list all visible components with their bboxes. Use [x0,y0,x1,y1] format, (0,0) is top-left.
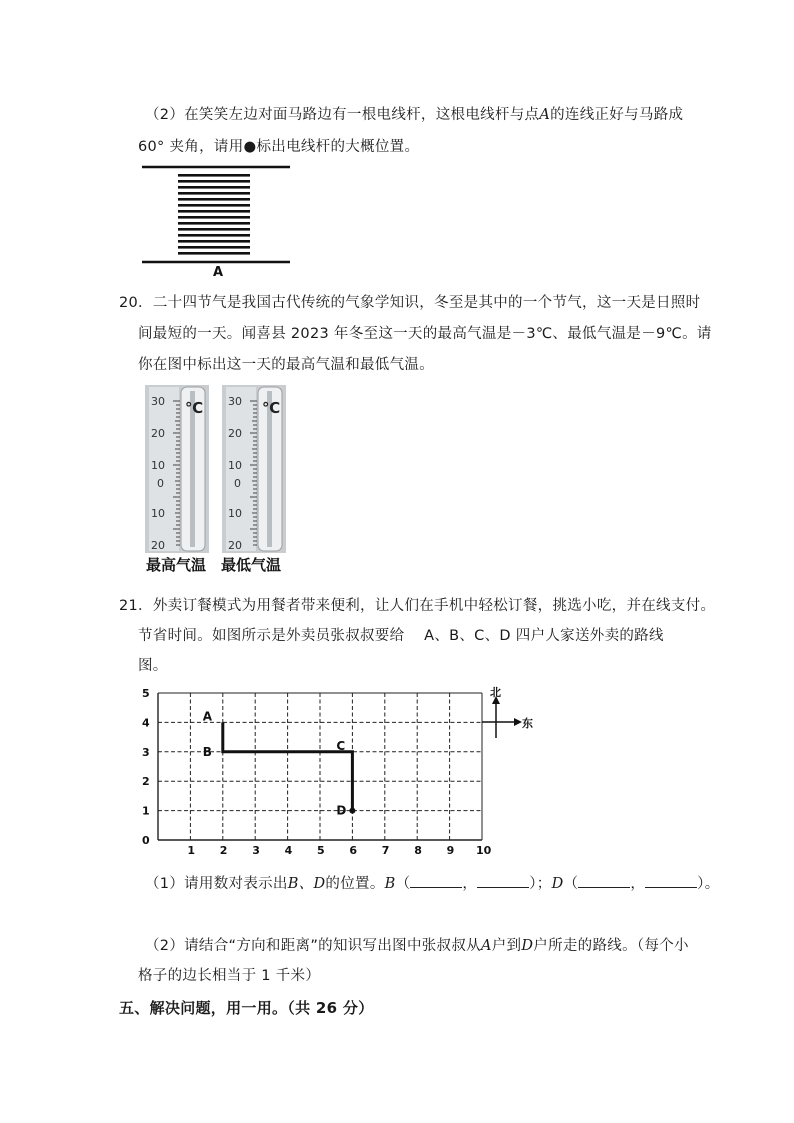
thermo-high-tick-30: 30 [151,395,165,408]
thermo-high-tick-neg20: 20 [151,539,165,552]
thermo-high-tick-0: 0 [157,477,164,490]
road-stripes [178,174,250,255]
thermo-high-tick-neg10: 10 [151,507,165,520]
x-tick-label: 8 [414,844,422,856]
comma-b: ， [462,876,478,892]
q19-2-text-c: 60° 夹角，请用 [138,139,244,155]
paren-close-d: ） [697,876,705,892]
answer-d-y-blank[interactable] [645,875,697,888]
thermo-low-tick-0: 0 [234,477,241,490]
q19-2-text-d: 标出电线杆的大概位置。 [256,139,420,155]
y-tick-label: 1 [142,804,150,818]
thermometer-low-svg [222,385,286,553]
route-points [203,709,356,817]
section-5-title: 五、解决问题，用一用。（共 26 分） [119,999,374,1017]
q21-sub1-prefix: （1）请用数对表示出 [145,876,288,892]
period: 。 [704,876,720,892]
thermo-low-unit: ℃ [262,399,281,417]
answer-d-x-blank[interactable] [578,875,630,888]
thermometer-low [222,385,286,553]
q21-line3: 图。 [138,658,168,674]
x-tick-label: 3 [252,844,260,856]
thermo-high-unit: ℃ [185,399,204,417]
x-axis-ticks [187,844,491,856]
thermo-low-tick-30: 30 [228,395,242,408]
y-axis-ticks [142,687,150,847]
thermometer-high-svg [145,385,209,553]
q19-2-line2 [138,135,419,156]
q21-sub1-b: B [384,876,396,892]
answer-b-y-blank[interactable] [477,875,529,888]
x-tick-label: 2 [219,844,228,856]
point-a-label: A [539,107,551,123]
q21-line1: 21．外卖订餐模式为用餐者带来便利，让人们在手机中轻松订餐，挑选小吃，并在线支付。 [119,598,716,614]
label-low-temp: 最低气温 [221,556,282,574]
x-tick-label: 1 [187,844,196,856]
q20-line1: 20．二十四节气是我国古代传统的气象学知识，冬至是其中的一个节气，这一天是日照时 [119,295,701,311]
q21-sub1 [145,872,720,893]
x-tick-label: 10 [476,844,492,856]
q21-sub1-vars: B、D [287,876,326,892]
q21-sub2-suffix: 户所走的路线。（每个小 [533,938,689,954]
paren-open-b: （ [395,876,411,892]
q21-sub2-prefix: （2）请结合“方向和距离”的知识写出图中张叔叔从 [145,938,481,954]
q19-2-text-b: 的连线正好与马路成 [550,107,684,123]
paren-open-d: （ [563,876,579,892]
y-tick-label: 4 [142,716,150,730]
q21-sub2-mid: 户到 [491,938,522,954]
x-tick-label: 7 [381,844,390,856]
thermo-high-tick-10: 10 [151,459,165,472]
comma-d: ， [630,876,646,892]
thermo-high-tick-20: 20 [151,427,165,440]
q21-sub1-mid: 的位置。 [325,876,385,892]
point-label-d: D [336,803,347,818]
x-tick-label: 6 [349,844,358,856]
q21-sub2-line2: 格子的边长相当于 1 千米） [138,968,321,984]
thermo-low-tick-neg20: 20 [228,539,242,552]
q20-line3: 你在图中标出这一天的最高气温和最低气温。 [138,357,434,373]
y-tick-label: 2 [142,775,150,789]
road-figure [142,160,302,280]
dot-symbol: ● [243,139,257,155]
q21-line2: 节省时间。如图所示是外卖员张叔叔要给 A、B、C、D 四户人家送外卖的路线 [138,628,664,644]
point-marker-d [349,808,355,814]
answer-b-x-blank[interactable] [410,875,462,888]
thermometer-high [145,385,209,553]
compass-north-label: 北 [490,686,501,699]
q21-sub1-d: D [551,876,564,892]
thermo-low-tick-neg10: 10 [228,507,242,520]
delivery-route-grid [136,686,556,856]
q21-sub2-a: A [480,938,492,954]
point-label-b: B [202,744,212,759]
q19-2-line1 [145,103,683,124]
paren-close-b: ） [529,876,537,892]
q20-line2: 间最短的一天。闻喜县 2023 年冬至这一天的最高气温是－3℃、最低气温是－9℃。请 [138,326,712,342]
thermo-low-tick-20: 20 [228,427,242,440]
x-tick-label: 5 [317,844,325,856]
thermo-low-tick-10: 10 [228,459,242,472]
semicolon: ； [536,876,552,892]
x-tick-label: 4 [284,844,293,856]
point-label-c: C [336,738,346,753]
x-tick-label: 9 [446,844,455,856]
road-point-a: A [213,265,224,280]
y-tick-label: 3 [142,745,150,759]
label-high-temp: 最高气温 [146,556,207,574]
y-tick-label: 0 [142,834,150,847]
compass [482,686,533,738]
q19-2-text-a: （2）在笑笑左边对面马路边有一根电线杆，这根电线杆与点 [145,107,540,123]
y-tick-label: 5 [142,687,150,700]
compass-east-label: 东 [522,717,533,730]
compass-east-arrow-icon [514,718,522,726]
q21-sub2-line1 [145,934,689,955]
point-label-a: A [202,709,213,724]
q21-sub2-d: D [521,938,534,954]
